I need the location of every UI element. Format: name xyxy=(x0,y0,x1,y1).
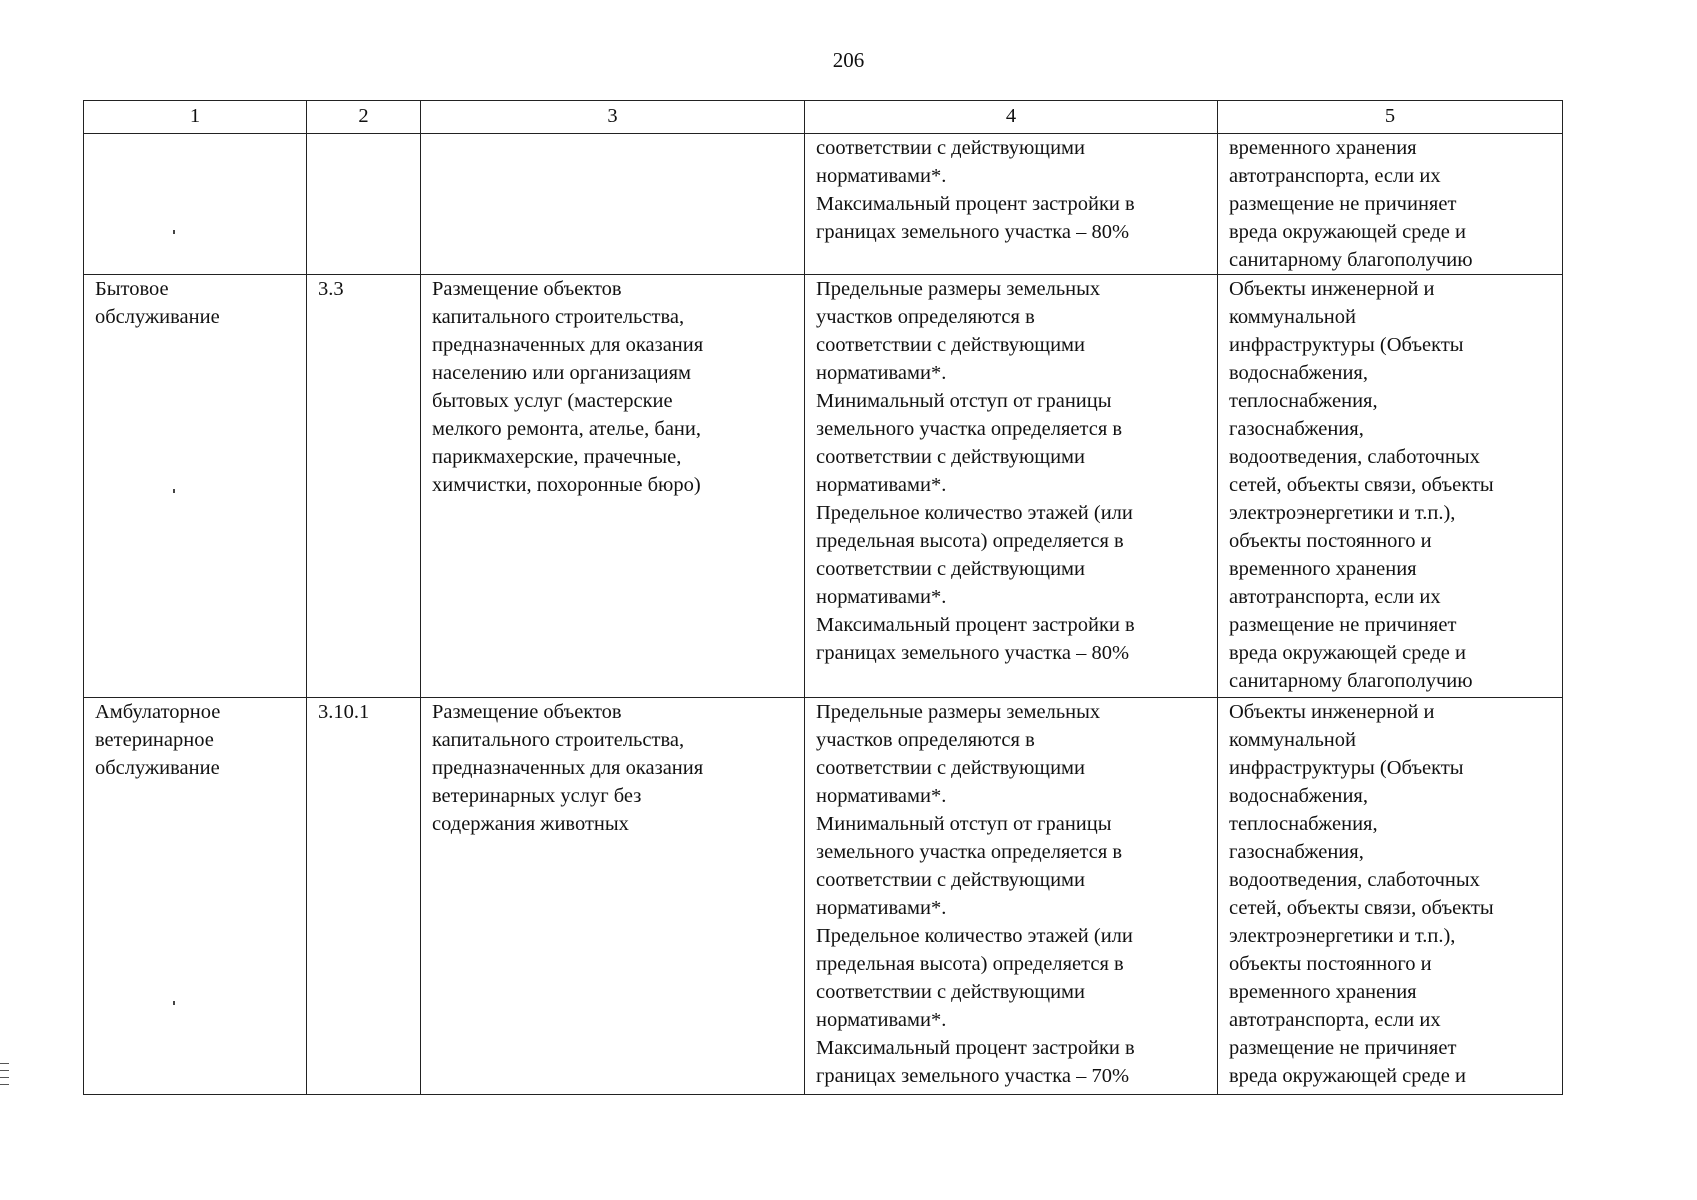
table-row xyxy=(84,134,1563,275)
table-row xyxy=(84,275,1563,698)
column-header-3: 3 xyxy=(421,101,805,134)
parameters-text: соответствии с действующими нормативами*. Максимальный процент застройки в границах земельного участка – 80% xyxy=(816,137,1135,243)
objects-text: Объекты инженерной и коммунальной инфраструктуры (Объекты водоснабжения, теплоснабжения, газоснабжения, водоотведения, слаботочных сетей, объекты связи, объекты электроэнергетики и т.п.), объекты постоянного и временного хранения автотранспорта, если их размещение не причиняет вреда окружающей среде и xyxy=(1229,701,1494,1087)
use-description-cell xyxy=(421,698,805,1095)
land-use-table-container xyxy=(83,100,1562,1095)
column-header-1: 1 xyxy=(84,101,307,134)
use-name-cell xyxy=(84,698,307,1095)
use-description-text: Размещение объектов капитального строительства, предназначенных для оказания населению или организациям бытовых услуг (мастерские мелкого ремонта, ателье, бани, парикмахерские, прачечные, химчистки, похоронные бюро) xyxy=(432,278,704,496)
scan-artifact-mark xyxy=(173,489,175,493)
use-description-cell xyxy=(421,134,805,275)
use-name-cell xyxy=(84,134,307,275)
scan-artifact-mark xyxy=(173,1001,175,1005)
use-code-text: 3.10.1 xyxy=(318,701,370,723)
use-code-cell xyxy=(307,275,421,698)
use-code-cell xyxy=(307,698,421,1095)
use-description-cell xyxy=(421,275,805,698)
parameters-cell xyxy=(805,134,1218,275)
column-header-5: 5 xyxy=(1218,101,1563,134)
land-use-table xyxy=(83,100,1563,1095)
use-name-text: Амбулаторное ветеринарное обслуживание xyxy=(95,701,221,779)
use-code-text: 3.3 xyxy=(318,278,344,300)
use-description-text: Размещение объектов капитального строительства, предназначенных для оказания ветеринарных услуг без содержания животных xyxy=(432,701,704,835)
use-name-cell xyxy=(84,275,307,698)
scan-artifact-mark xyxy=(173,230,175,234)
use-name-text: Бытовое обслуживание xyxy=(95,278,220,328)
parameters-cell xyxy=(805,275,1218,698)
parameters-text: Предельные размеры земельных участков определяются в соответствии с действующими нормативами*. Минимальный отступ от границы земельного участка определяется в соответствии с действующими нормативами*. Предельное количество этажей (или предельная высота) определяется в соответствии с действующими нормативами*. Максимальный процент застройки в границах земельного участка – 70% xyxy=(816,701,1135,1087)
table-row xyxy=(84,698,1563,1095)
binding-margin-marks xyxy=(0,1063,9,1091)
objects-cell xyxy=(1218,275,1563,698)
objects-text: Объекты инженерной и коммунальной инфраструктуры (Объекты водоснабжения, теплоснабжения, газоснабжения, водоотведения, слаботочных сетей, объекты связи, объекты электроэнергетики и т.п.), объекты постоянного и временного хранения автотранспорта, если их размещение не причиняет вреда окружающей среде и санитарному благополучию xyxy=(1229,278,1494,692)
use-code-cell xyxy=(307,134,421,275)
page-number: 206 xyxy=(832,48,865,72)
column-header-4: 4 xyxy=(805,101,1218,134)
column-header-2: 2 xyxy=(307,101,421,134)
objects-cell xyxy=(1218,134,1563,275)
parameters-cell xyxy=(805,698,1218,1095)
parameters-text: Предельные размеры земельных участков определяются в соответствии с действующими нормативами*. Минимальный отступ от границы земельного участка определяется в соответствии с действующими нормативами*. Предельное количество этажей (или предельная высота) определяется в соответствии с действующими нормативами*. Максимальный процент застройки в границах земельного участка – 80% xyxy=(816,278,1135,664)
objects-cell xyxy=(1218,698,1563,1095)
table-header-row xyxy=(84,101,1563,134)
objects-text: временного хранения автотранспорта, если их размещение не причиняет вреда окружающей среде и санитарному благополучию xyxy=(1229,137,1473,271)
